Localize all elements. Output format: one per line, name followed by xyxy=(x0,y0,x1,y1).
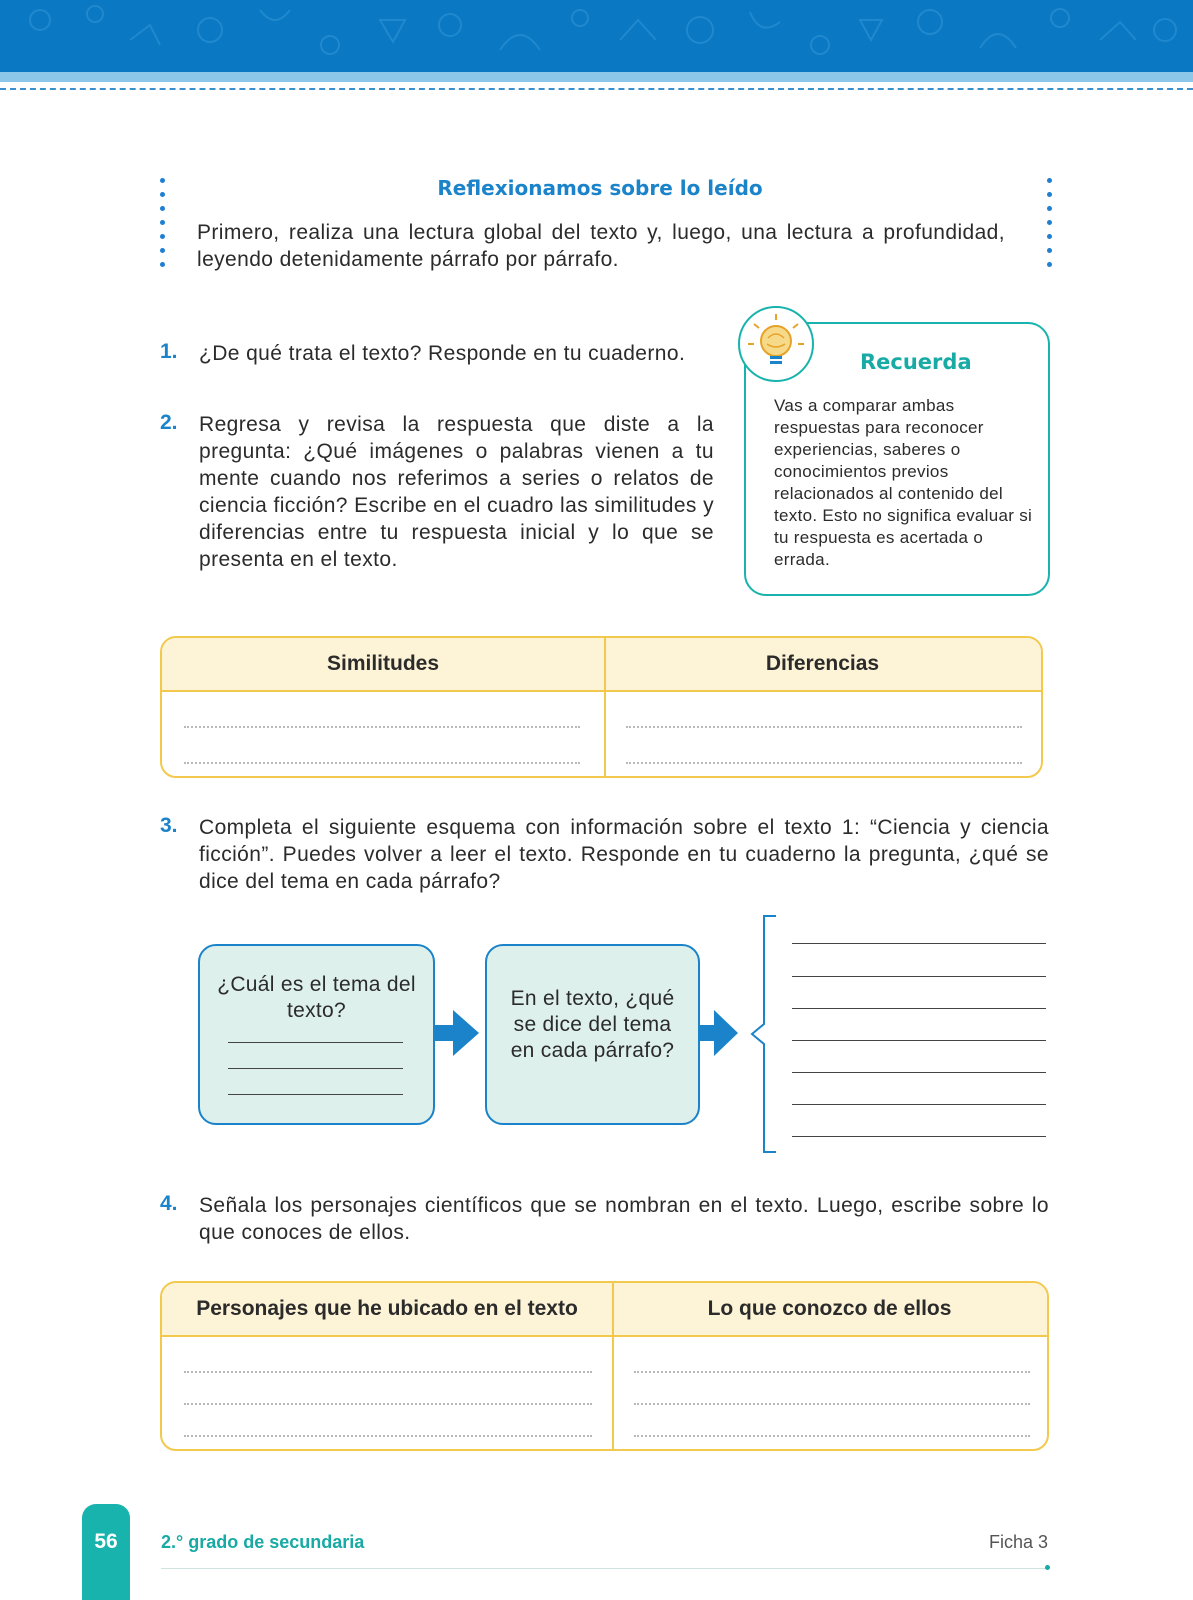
col-personajes: Personajes que he ubicado en el texto xyxy=(196,1297,578,1320)
scheme-box-tema-text: ¿Cuál es el tema del texto? xyxy=(217,973,416,1022)
col-similitudes: Similitudes xyxy=(326,652,440,675)
arrow-right-icon xyxy=(433,1010,481,1056)
column-divider xyxy=(612,1283,614,1449)
answer-line[interactable] xyxy=(634,1371,1030,1373)
column-divider xyxy=(604,638,606,776)
question-1-number: 1. xyxy=(160,340,178,363)
header-stripe xyxy=(0,72,1193,82)
answer-line[interactable] xyxy=(228,1094,403,1095)
similitudes-diferencias-table xyxy=(160,636,1043,778)
ficha-label: Ficha 3 xyxy=(988,1532,1048,1552)
doodle-pattern xyxy=(0,0,1193,72)
answer-line[interactable] xyxy=(634,1403,1030,1405)
answer-line[interactable] xyxy=(792,1008,1046,1009)
right-dotted-border xyxy=(1047,178,1053,276)
personajes-table xyxy=(160,1281,1049,1451)
section-title: Reflexionamos sobre lo leído xyxy=(437,176,763,200)
col-lo-que-conozco: Lo que conozco de ellos xyxy=(707,1297,952,1320)
header-dashed-line xyxy=(0,88,1193,90)
question-3-text: Completa el siguiente esquema con información sobre el texto 1: “Ciencia y ciencia ficción”. Puedes volver a leer el texto. Responde en tu cuaderno la pregunta, ¿qué se dice del tema en cada párrafo? xyxy=(199,816,1049,893)
answer-line[interactable] xyxy=(792,1104,1046,1105)
answer-line[interactable] xyxy=(228,1042,403,1043)
page-number: 56 xyxy=(94,1530,118,1553)
answer-line[interactable] xyxy=(792,1072,1046,1073)
footer-line xyxy=(161,1568,1047,1569)
recuerda-text: Vas a comparar ambas respuestas para reconocer experiencias, saberes o conocimientos previos relacionados al contenido del texto. Esto no significa evaluar si tu respuesta es acertada o errada. xyxy=(774,396,1033,569)
recuerda-title: Recuerda xyxy=(860,350,972,374)
answer-line[interactable] xyxy=(792,943,1046,944)
answer-line[interactable] xyxy=(626,726,1022,728)
col-diferencias: Diferencias xyxy=(765,652,880,675)
scheme-box-tema xyxy=(198,944,435,1125)
question-4-text: Señala los personajes científicos que se nombran en el texto. Luego, escribe sobre lo que conoces de ellos. xyxy=(199,1194,1049,1244)
answer-line[interactable] xyxy=(228,1068,403,1069)
answer-line[interactable] xyxy=(792,1136,1046,1137)
header-band xyxy=(0,0,1193,72)
grade-label: 2.° grado de secundaria xyxy=(161,1532,365,1552)
question-2-text: Regresa y revisa la respuesta que diste a la pregunta: ¿Qué imágenes o palabras vienen a tu mente cuando nos referimos a series o relatos de ciencia ficción? Escribe en el cuadro las similitudes y diferencias entre tu respuesta inicial y lo que se presenta en el texto. xyxy=(199,413,714,571)
answer-line[interactable] xyxy=(626,762,1022,764)
answer-line[interactable] xyxy=(634,1435,1030,1437)
table-header xyxy=(162,638,1041,692)
intro-text: Primero, realiza una lectura global del texto y, luego, una lectura a profundidad, leyendo detenidamente párrafo por párrafo. xyxy=(197,221,1005,271)
table-header xyxy=(162,1283,1047,1337)
curly-brace xyxy=(748,914,778,1154)
question-1-text: ¿De qué trata el texto? Responde en tu cuaderno. xyxy=(199,342,686,365)
answer-line[interactable] xyxy=(792,976,1046,977)
question-3-number: 3. xyxy=(160,814,178,837)
question-4-number: 4. xyxy=(160,1192,178,1215)
answer-line[interactable] xyxy=(184,726,580,728)
answer-line[interactable] xyxy=(184,1371,592,1373)
left-dotted-border xyxy=(160,178,166,276)
footer-dot xyxy=(1045,1565,1050,1570)
scheme-box-parrafo xyxy=(485,944,700,1125)
question-2-number: 2. xyxy=(160,411,178,434)
answer-line[interactable] xyxy=(792,1040,1046,1041)
lightbulb-brain-icon xyxy=(738,306,814,382)
scheme-box-parrafo-text: En el texto, ¿qué se dice del tema en cada párrafo? xyxy=(510,987,675,1062)
answer-line[interactable] xyxy=(184,1403,592,1405)
arrow-right-icon xyxy=(698,1010,740,1056)
answer-line[interactable] xyxy=(184,762,580,764)
answer-line[interactable] xyxy=(184,1435,592,1437)
